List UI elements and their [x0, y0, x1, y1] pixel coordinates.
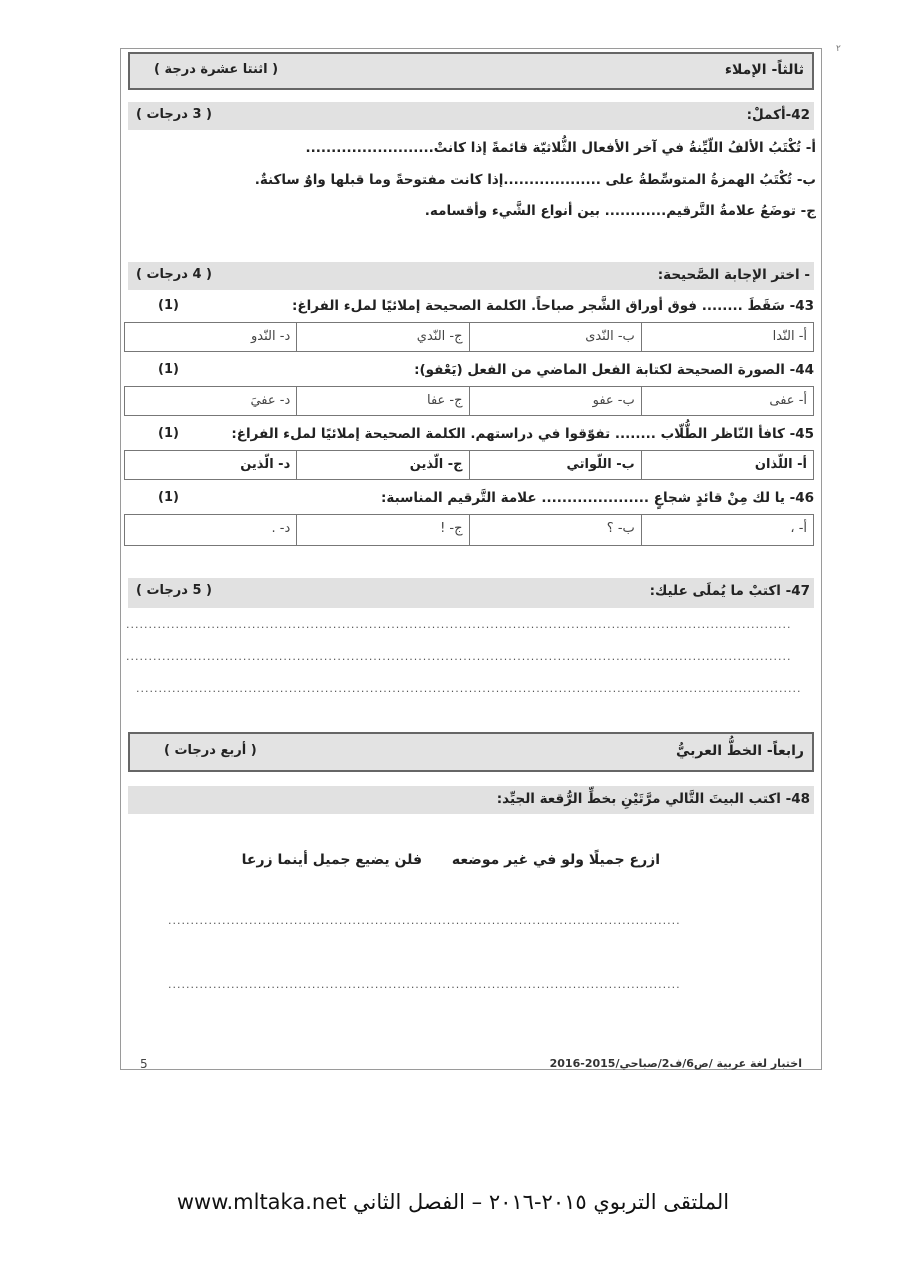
- q48-title: 48- اكتب البيتَ التَّالي مرَّتَيْنِ بخطِّ الرُّقعة الجيِّد:: [496, 791, 810, 807]
- q43-options: [124, 322, 814, 352]
- q44: [128, 360, 814, 382]
- q43-mark: (1): [158, 298, 179, 313]
- q42-title: 42-أكملْ:: [746, 107, 810, 123]
- q45-options: [124, 450, 814, 480]
- q44-option-c[interactable]: ج- عفا: [296, 387, 468, 415]
- q43: [128, 296, 814, 318]
- exam-info: اختبار لغة عربية /ص6/ف2/صباحي/2015-2016: [549, 1057, 802, 1070]
- verse-second-hemistich: فلن يضيع جميل أينما زرعا: [241, 852, 422, 868]
- q46-option-b[interactable]: ب- ؟: [469, 515, 641, 545]
- verse-first-hemistich: ازرع جميلًا ولو في غير موضعه: [451, 852, 660, 868]
- section3-score: ( اثنتا عشرة درجة ): [154, 62, 279, 77]
- q44-options: [124, 386, 814, 416]
- q44-text: 44- الصورة الصحيحة لكتابة الفعل الماضي من الفعل (يَعْفو):: [414, 362, 814, 378]
- q44-mark: (1): [158, 362, 179, 377]
- q43-text: 43- سَقَطَ ........ فوق أوراق الشَّجر صباحاً. الكلمة الصحيحة إملائيًا لملء الفراغ:: [291, 298, 814, 314]
- q42-header: [128, 102, 814, 130]
- q44-option-b[interactable]: ب- عفو: [469, 387, 641, 415]
- q48-header: [128, 786, 814, 814]
- q42-line-b: ب- تُكْتَبُ الهمزةُ المتوسِّطةُ على ...................إذا كانت مفتوحةً وما قبلها واوٌ ساكنةٌ.: [254, 172, 816, 188]
- page-number: 5: [140, 1057, 148, 1071]
- q46-option-d[interactable]: د- .: [271, 521, 291, 536]
- choose-score: ( 4 درجات ): [136, 267, 212, 282]
- q43-option-d[interactable]: د- النّدو: [251, 329, 291, 344]
- q47-header: [128, 578, 814, 608]
- q42-score: ( 3 درجات ): [136, 107, 212, 122]
- dictation-line-1[interactable]: ....................................................................................................................................................: [126, 618, 792, 631]
- q45-text: 45- كافأ النّاظر الطُّلّاب ........ تفوّقوا في دراستهم. الكلمة الصحيحة إملائيًا لملء الفراغ:: [231, 426, 814, 442]
- q43-option-b[interactable]: ب- النّدى: [469, 323, 641, 351]
- section4-title: رابعاً- الخطُّ العربيُّ: [675, 743, 804, 759]
- q45-mark: (1): [158, 426, 179, 441]
- dictation-line-2[interactable]: ....................................................................................................................................................: [126, 650, 792, 663]
- choose-header: [128, 262, 814, 290]
- choose-title: - اختر الإجابة الصَّحيحة:: [657, 267, 810, 283]
- q45-option-b[interactable]: ب- اللّواتي: [469, 451, 641, 479]
- q46-option-a[interactable]: أ- ،: [641, 515, 813, 545]
- q43-option-c[interactable]: ج- النّدي: [296, 323, 468, 351]
- q47-score: ( 5 درجات ): [136, 583, 212, 598]
- q44-option-a[interactable]: أ- عفى: [641, 387, 813, 415]
- handwriting-line-2[interactable]: ..................................................................................................................: [168, 978, 681, 991]
- q46-options: [124, 514, 814, 546]
- handwriting-line-1[interactable]: ..................................................................................................................: [168, 914, 681, 927]
- q45-option-d[interactable]: د- الّذين: [240, 457, 291, 472]
- section3-header: [128, 52, 814, 90]
- q45-option-a[interactable]: أ- اللّذان: [641, 451, 813, 479]
- q44-option-d[interactable]: د- عفيَ: [250, 393, 291, 408]
- q42-line-c: ج- توضَعُ علامةُ التَّرقيم............ بين أنواع الشَّيء وأقسامه.: [424, 203, 816, 219]
- q46-option-c[interactable]: ج- !: [296, 515, 468, 545]
- section4-header: [128, 732, 814, 772]
- section3-title: ثالثاً- الإملاء: [724, 62, 804, 78]
- q45: [128, 424, 814, 446]
- corner-mark: ٢: [836, 44, 841, 54]
- dictation-line-3[interactable]: ....................................................................................................................................................: [136, 682, 802, 695]
- q47-title: 47- اكتبْ ما يُملَى عليك:: [649, 583, 810, 599]
- q46: [128, 488, 814, 510]
- q45-option-c[interactable]: ج- الّذين: [296, 451, 468, 479]
- q46-mark: (1): [158, 490, 179, 505]
- q46-text: 46- يا لك مِنْ قائدٍ شجاعٍ ..................... علامة التَّرقيم المناسبة:: [380, 490, 814, 506]
- section4-score: ( أربع درجات ): [164, 743, 257, 758]
- q42-line-a: أ- تُكْتَبُ الألفُ اللّيِّنةُ في آخر الأفعال الثُّلاثيّة قائمةً إذا كانتْ.........................: [305, 140, 816, 156]
- q43-option-a[interactable]: أ- النّدا: [641, 323, 813, 351]
- site-footer[interactable]: الملتقى التربوي ٢٠١٥-٢٠١٦ – الفصل الثاني www.mltaka.net: [176, 1190, 730, 1214]
